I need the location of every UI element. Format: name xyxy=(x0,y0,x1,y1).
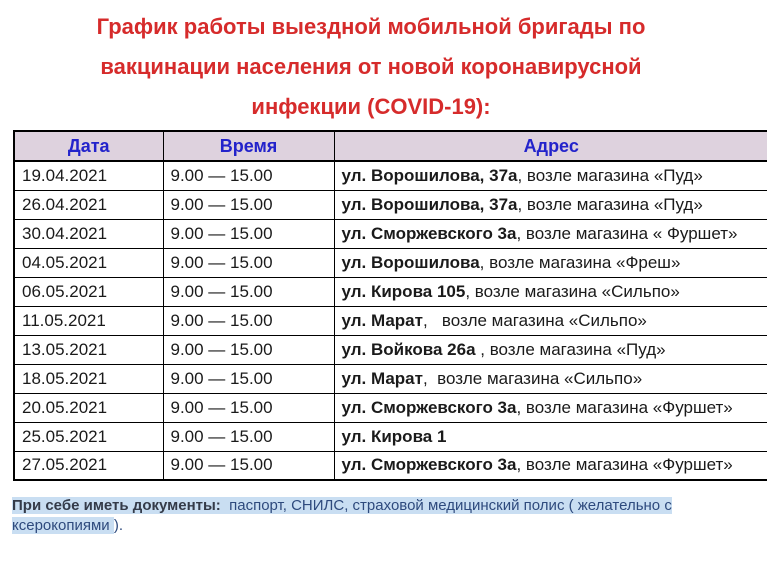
documents-note-tail: ). xyxy=(113,517,123,534)
street-name: ул. Марат xyxy=(341,368,423,388)
table-row xyxy=(14,393,767,422)
time-cell: 9.00 — 15.00 xyxy=(163,335,334,364)
street-name: ул. Марат xyxy=(341,310,423,330)
column-header-date: Дата xyxy=(14,131,163,161)
date-cell: 04.05.2021 xyxy=(14,248,163,277)
table-row xyxy=(14,219,767,248)
street-name: ул. Кирова 1 xyxy=(341,426,447,446)
date-cell: 06.05.2021 xyxy=(14,277,163,306)
time-cell: 9.00 — 15.00 xyxy=(163,451,334,480)
address-detail: , возле магазина «Пуд» xyxy=(517,194,703,214)
date-cell: 27.05.2021 xyxy=(14,451,163,480)
time-cell: 9.00 — 15.00 xyxy=(163,161,334,190)
time-cell: 9.00 — 15.00 xyxy=(163,393,334,422)
address-detail: , возле магазина « Фуршет» xyxy=(516,223,738,243)
street-name: ул. Сморжевского 3а xyxy=(341,397,517,417)
date-cell: 30.04.2021 xyxy=(14,219,163,248)
page-title-line-1: График работы выездной мобильной бригады по xyxy=(96,14,646,39)
column-header-address: Адрес xyxy=(334,131,767,161)
address-cell xyxy=(334,190,767,219)
address-cell xyxy=(334,451,767,480)
street-name: ул. Ворошилова, 37а xyxy=(341,194,518,214)
address-detail: , возле магазина «Сильпо» xyxy=(422,310,647,330)
address-cell xyxy=(334,306,767,335)
street-name: ул. Кирова 105 xyxy=(341,281,466,301)
street-name: ул. Войкова 26а xyxy=(341,339,476,359)
page-title-line-3: инфекции (COVID-19): xyxy=(251,94,491,119)
street-name: ул. Ворошилова xyxy=(341,252,480,272)
address-detail: , возле магазина «Фуршет» xyxy=(516,397,733,417)
table-row xyxy=(14,422,767,451)
table-row xyxy=(14,364,767,393)
time-cell: 9.00 — 15.00 xyxy=(163,364,334,393)
date-cell: 26.04.2021 xyxy=(14,190,163,219)
address-cell xyxy=(334,335,767,364)
documents-note-list: паспорт, СНИЛС, страховой медицинский полис ( желательно с xyxy=(220,497,672,514)
time-cell: 9.00 — 15.00 xyxy=(163,277,334,306)
date-cell: 18.05.2021 xyxy=(14,364,163,393)
table-row xyxy=(14,451,767,480)
street-name: ул. Сморжевского 3а xyxy=(341,455,517,475)
address-detail: , возле магазина «Фреш» xyxy=(479,252,681,272)
column-header-time: Время xyxy=(163,131,334,161)
street-name: ул. Ворошилова, 37а xyxy=(341,165,518,185)
table-row xyxy=(14,306,767,335)
address-cell xyxy=(334,393,767,422)
table-row xyxy=(14,248,767,277)
table-row xyxy=(14,190,767,219)
documents-note-line-1 xyxy=(12,496,672,516)
documents-note xyxy=(12,496,672,536)
date-cell: 25.05.2021 xyxy=(14,422,163,451)
page-title-line-2: вакцинации населения от новой коронавирусной xyxy=(100,54,642,79)
address-cell xyxy=(334,364,767,393)
date-cell: 13.05.2021 xyxy=(14,335,163,364)
table-row xyxy=(14,335,767,364)
date-cell: 20.05.2021 xyxy=(14,393,163,422)
address-cell xyxy=(334,219,767,248)
table-row xyxy=(14,277,767,306)
address-detail: , возле магазина «Фуршет» xyxy=(516,455,733,475)
time-cell: 9.00 — 15.00 xyxy=(163,248,334,277)
time-cell: 9.00 — 15.00 xyxy=(163,190,334,219)
address-detail: , возле магазина «Сильпо» xyxy=(422,368,643,388)
address-detail: , возле магазина «Сильпо» xyxy=(465,281,680,301)
vaccination-schedule-table xyxy=(13,130,767,481)
time-cell: 9.00 — 15.00 xyxy=(163,422,334,451)
address-cell xyxy=(334,422,767,451)
documents-note-lead: При себе иметь документы: xyxy=(12,497,221,514)
address-cell xyxy=(334,277,767,306)
street-name: ул. Сморжевского 3а xyxy=(341,223,517,243)
page-title xyxy=(0,7,742,127)
date-cell: 11.05.2021 xyxy=(14,306,163,335)
table-header-row xyxy=(14,131,767,161)
documents-note-continuation: ксерокопиями xyxy=(12,517,114,534)
address-detail: , возле магазина «Пуд» xyxy=(517,165,703,185)
documents-note-line-2 xyxy=(12,516,672,536)
time-cell: 9.00 — 15.00 xyxy=(163,219,334,248)
table-row xyxy=(14,161,767,190)
address-cell xyxy=(334,161,767,190)
address-cell xyxy=(334,248,767,277)
address-detail: , возле магазина «Пуд» xyxy=(475,339,666,359)
time-cell: 9.00 — 15.00 xyxy=(163,306,334,335)
date-cell: 19.04.2021 xyxy=(14,161,163,190)
